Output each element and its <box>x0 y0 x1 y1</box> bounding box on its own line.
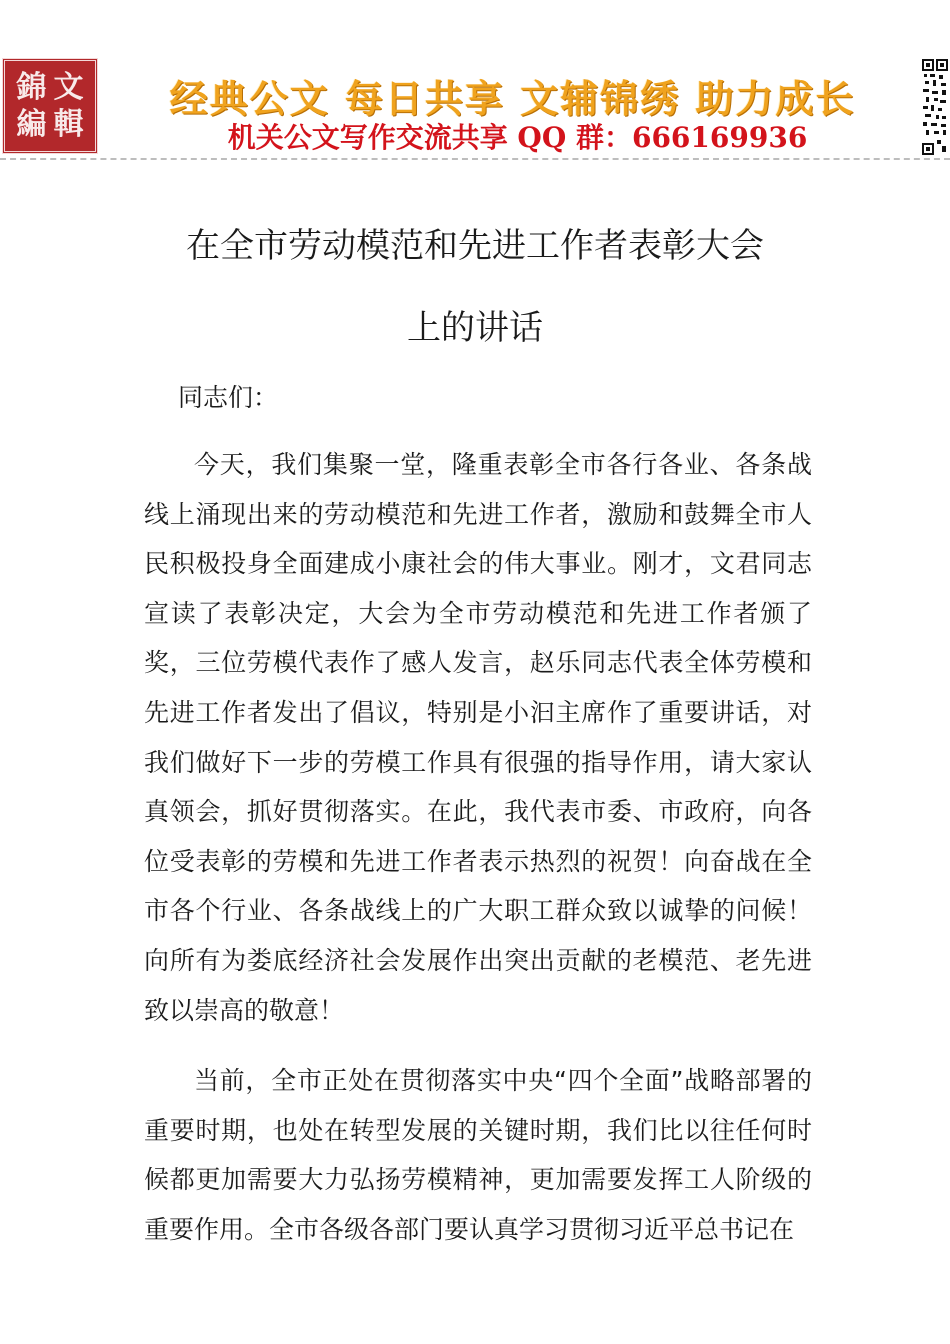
body-paragraph-1: 今天，我们集聚一堂，隆重表彰全市各行各业、各条战线上涌现出来的劳动模范和先进工作者，激励和鼓舞全市人民积极投身全面建成小康社会的伟大事业。刚才，文君同志宣读了表彰决定，大会为全市劳动模范和先进工作者颁了奖，三位劳模代表作了感人发言，赵乐同志代表全体劳模和先进工作者发出了倡议，特别是小汩主席作了重要讲话，对我们做好下一步的劳模工作具有很强的指导作用，请大家认真领会，抓好贯彻落实。在此，我代表市委、市政府，向各位受表彰的劳模和先进工作者表示热烈的祝贺！向奋战在全市各个行业、各条战线上的广大职工群众致以诚挚的问候！向所有为娄底经济社会发展作出突出贡献的老模范、老先进致以崇高的敬意！ <box>144 450 812 1025</box>
banner-slogan: 经典公文 每日共享 文辅锦绣 助力成长 <box>169 76 856 121</box>
document-title-line-2: 上的讲话 <box>407 308 543 348</box>
salutation: 同志们： <box>178 383 279 412</box>
seal-logo <box>2 58 98 154</box>
document-title-line-1: 在全市劳动模范和先进工作者表彰大会 <box>186 226 764 266</box>
seal-char: 輯 <box>53 106 84 142</box>
qr-code-icon <box>922 58 948 158</box>
banner-qq-group: 机关公文写作交流共享 QQ 群：666169936 <box>227 121 808 154</box>
seal-char: 文 <box>53 69 84 105</box>
seal-char: 編 <box>16 106 47 142</box>
seal-char: 錦 <box>16 69 47 105</box>
body-paragraph-2: 当前，全市正处在贯彻落实中央“四个全面”战略部署的重要时期，也处在转型发展的关键时期，我们比以往任何时候都更加需要大力弘扬劳模精神，更加需要发挥工人阶级的重要作用。全市各级各部门要认真学习贯彻习近平总书记在 <box>144 1066 812 1244</box>
header-banner <box>0 0 950 160</box>
